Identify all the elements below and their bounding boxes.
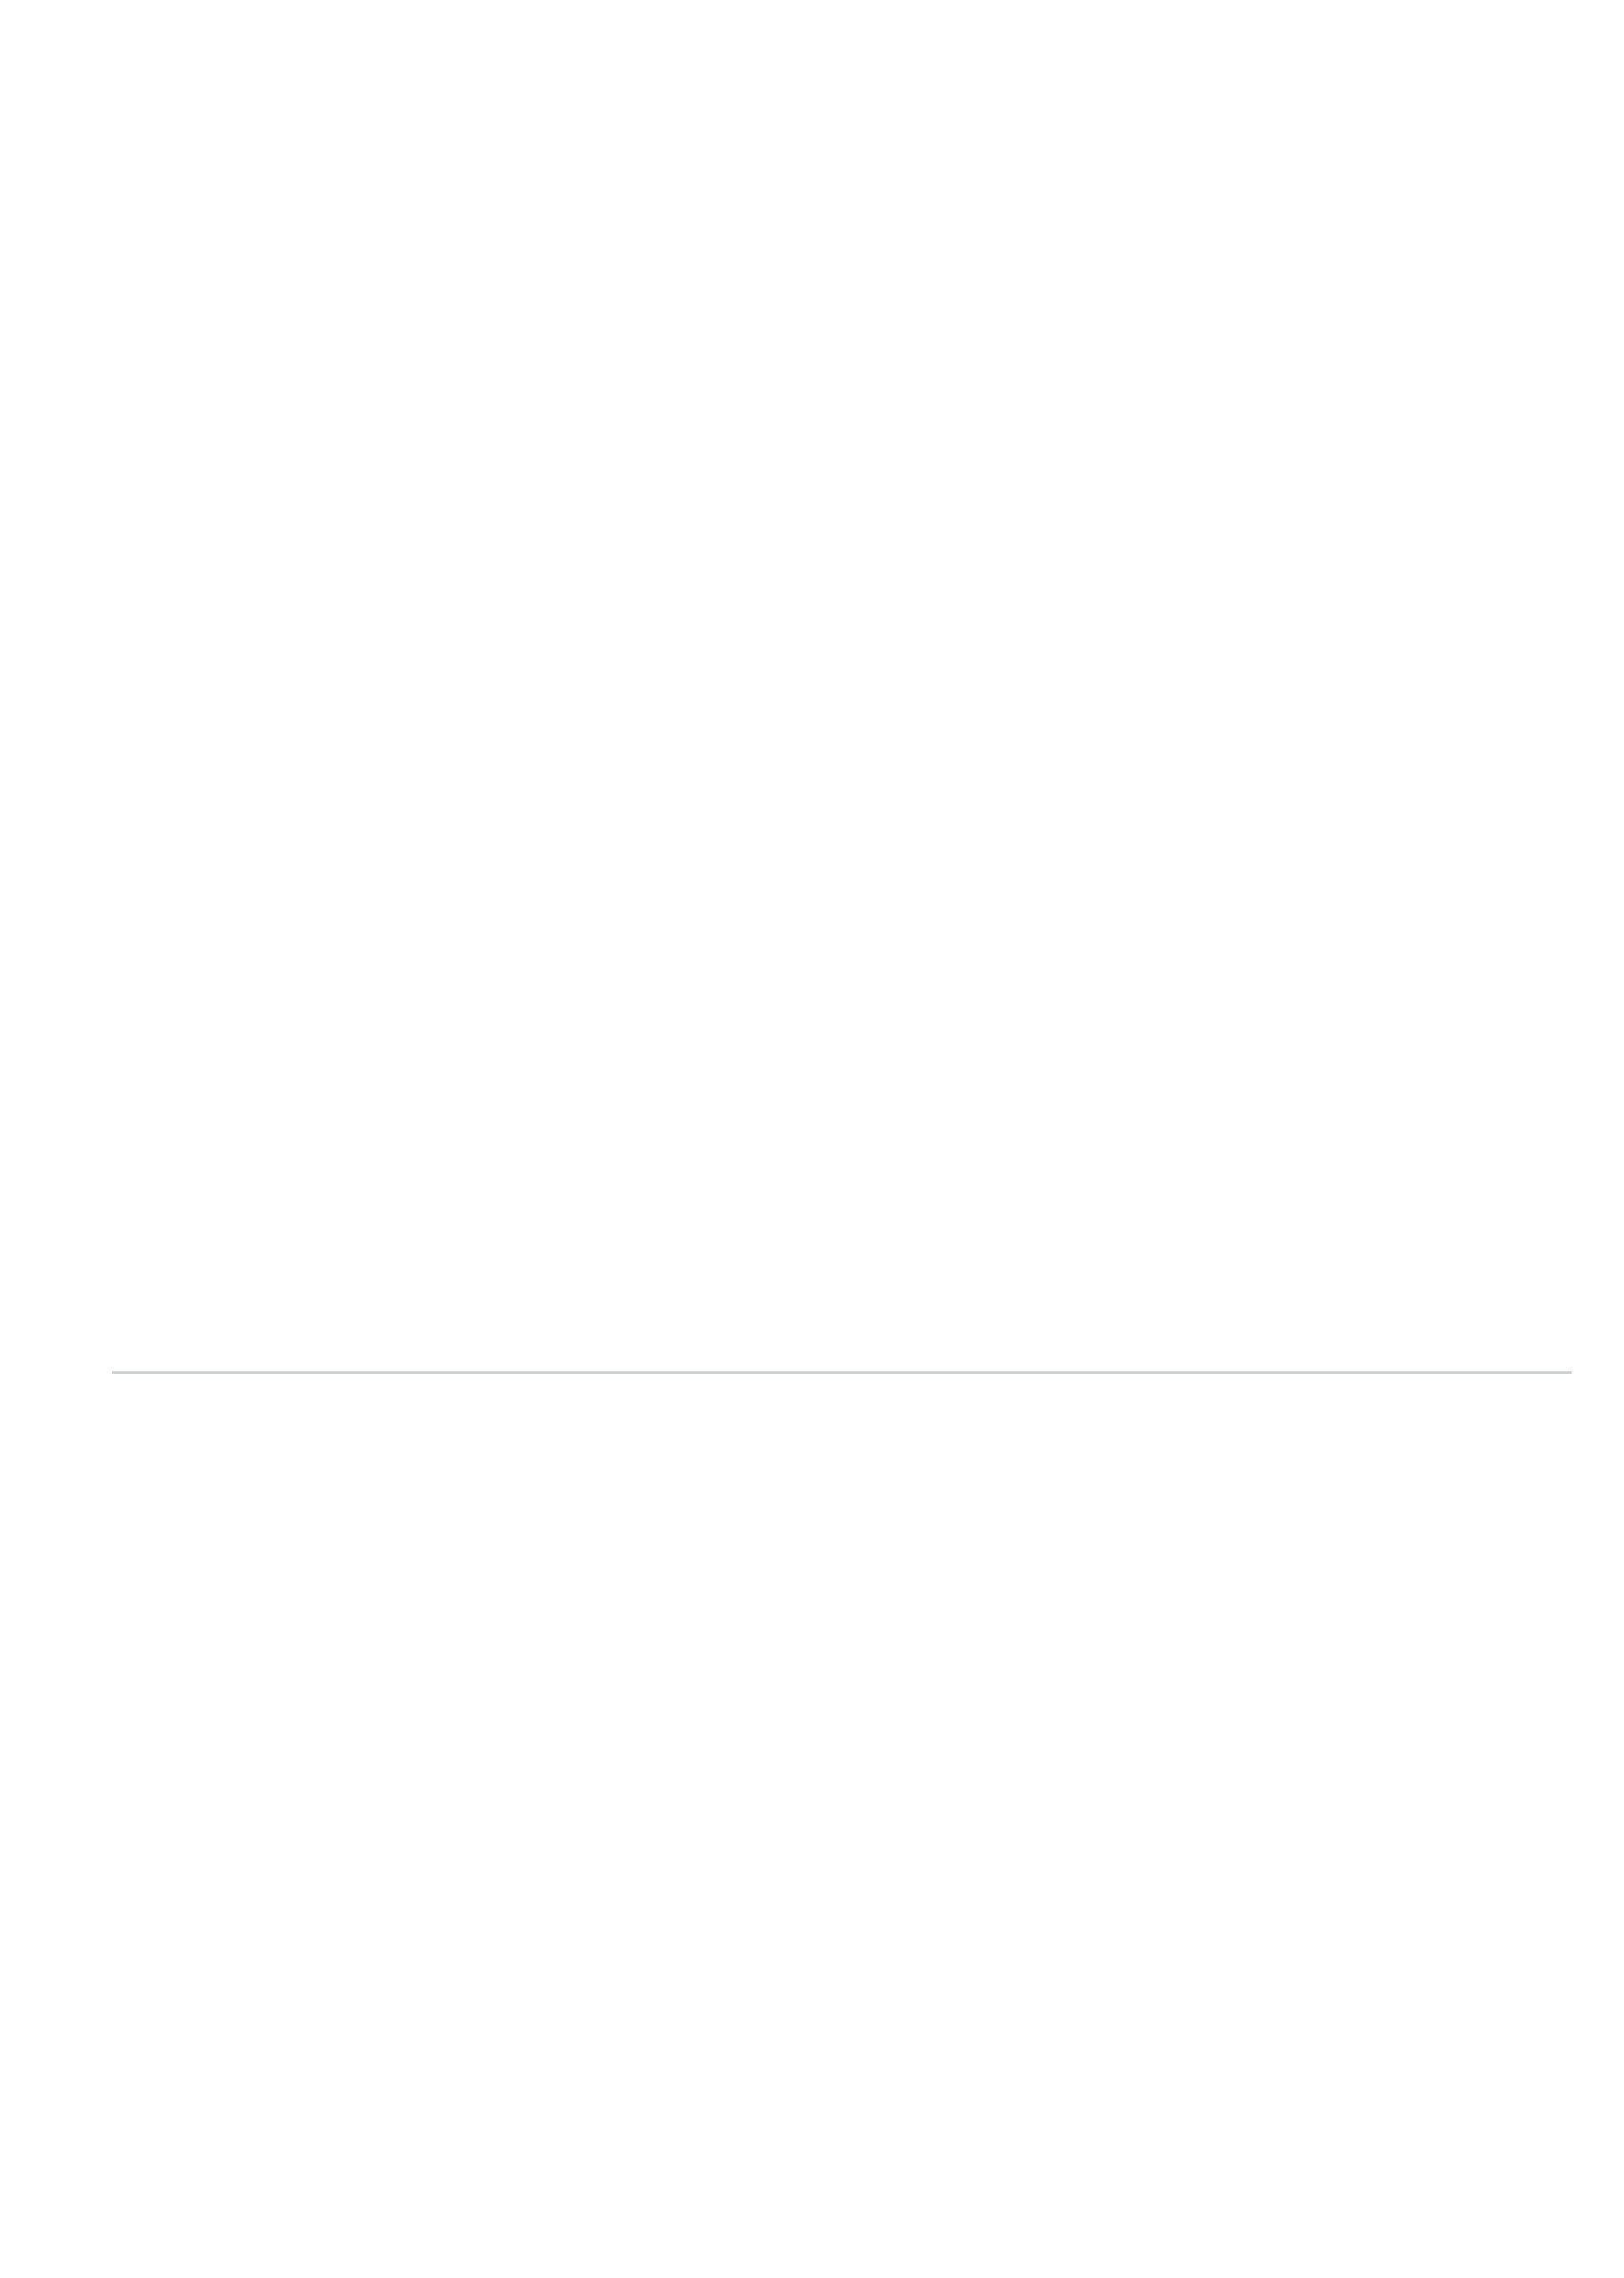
corner-decoration-bottom [0,1646,320,2278]
price-table [112,639,1571,1374]
corner-decoration-top [1299,0,1624,641]
